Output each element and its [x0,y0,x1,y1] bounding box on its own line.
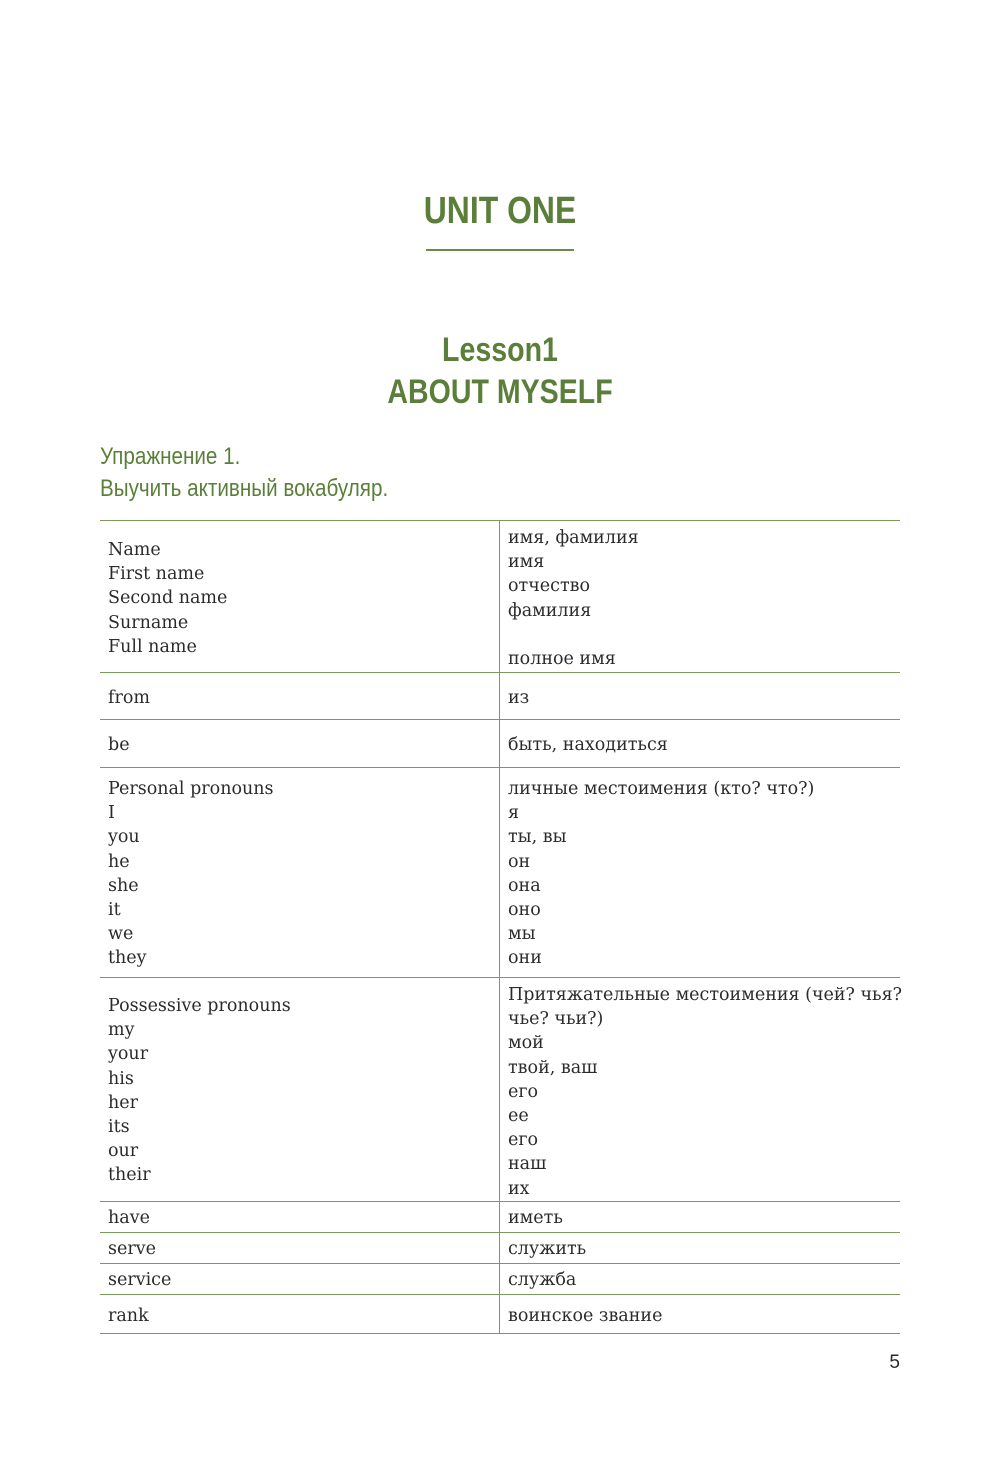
english-term: Name First name Second name Surname Full name [108,540,228,657]
english-term: service [108,1270,172,1290]
table-row [100,1202,900,1233]
english-term: be [108,735,130,755]
english-term: serve [108,1239,156,1259]
russian-translation: Притяжательные местоимения (чей? чья? чье? чьи?) мой твой, ваш его ее его наш их [508,985,903,1199]
table-row [100,768,900,978]
table-row [100,720,900,768]
exercise-heading: Упражнение 1. [100,443,241,470]
russian-translation: служба [508,1270,577,1290]
russian-translation: из [508,688,530,708]
english-term: rank [108,1306,149,1326]
title-underline [426,249,574,251]
table-row [100,1264,900,1295]
russian-translation: имя, фамилия имя отчество фамилия полное имя [508,528,639,670]
russian-translation: быть, находиться [508,735,668,755]
russian-translation: воинское звание [508,1306,663,1326]
russian-translation: иметь [508,1208,563,1228]
vocabulary-table [100,520,903,1334]
table-row [100,978,903,1202]
exercise-header [100,441,388,505]
page-number: 5 [889,1352,900,1373]
russian-translation: личные местоимения (кто? что?) я ты, вы он она оно мы они [508,779,815,969]
table-row [100,673,900,720]
lesson-number: Lesson1 [442,331,558,369]
table-row [100,1233,900,1264]
english-term: from [108,688,150,708]
english-term: Personal pronouns I you he she it we they [108,779,274,969]
english-term: have [108,1208,150,1228]
table-row [100,1295,900,1334]
unit-title: UNIT ONE [423,190,577,232]
lesson-topic: ABOUT MYSELF [387,373,613,411]
lesson-title [80,329,920,413]
exercise-instruction: Выучить активный вокабуляр. [100,475,389,502]
russian-translation: служить [508,1239,587,1259]
english-term: Possessive pronouns my your his her its our their [108,996,291,1186]
table-row [100,521,900,673]
